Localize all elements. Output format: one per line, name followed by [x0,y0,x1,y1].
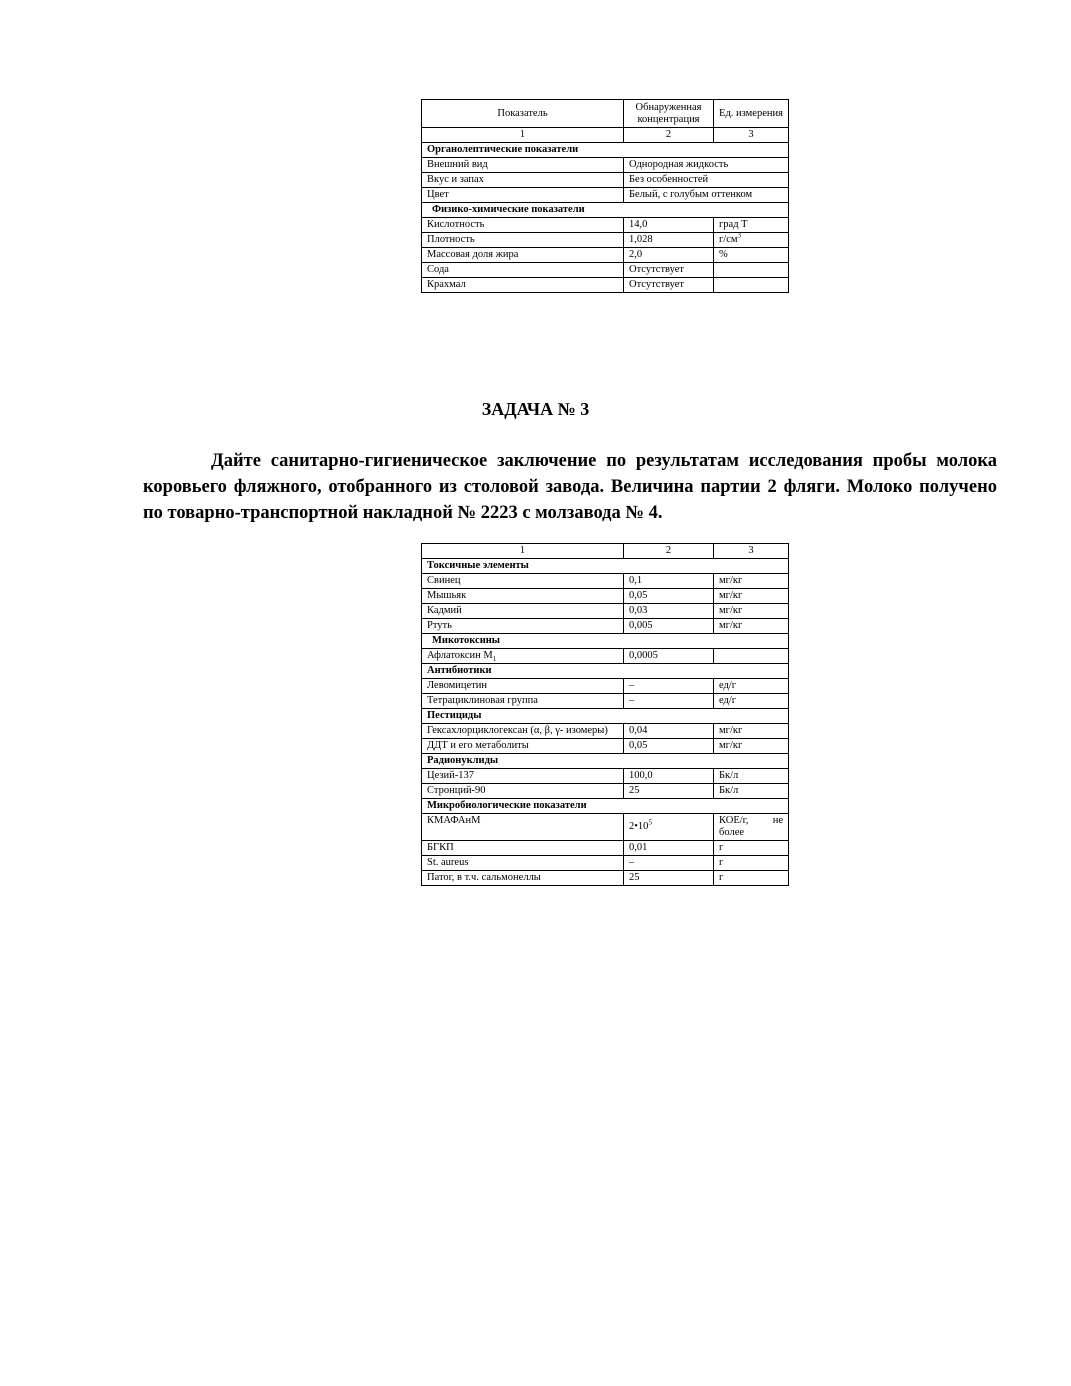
row-name: Массовая доля жира [422,248,624,263]
row-value: 100,0 [624,769,714,784]
row-value: 25 [624,784,714,799]
section-microbio: Микробиологические показатели [422,799,789,814]
col-number: 1 [422,128,624,143]
row-unit: мг/кг [714,739,789,754]
row-value: 0,1 [624,574,714,589]
value-superscript: 5 [648,818,652,827]
row-name: КМАФАнМ [422,814,624,841]
row-value: Отсутствует [624,263,714,278]
row-name: Цезий-137 [422,769,624,784]
header-indicator: Показатель [422,100,624,128]
table-row [422,218,789,233]
table-row [422,871,789,886]
row-unit [714,233,789,248]
section-pesticides: Пестициды [422,709,789,724]
row-name: Стронций-90 [422,784,624,799]
row-unit: мг/кг [714,604,789,619]
row-unit [714,263,789,278]
table-row [422,724,789,739]
row-name: Крахмал [422,278,624,293]
row-value: 0,04 [624,724,714,739]
row-name: БГКП [422,841,624,856]
row-unit: ед/г [714,694,789,709]
row-value: 0,05 [624,739,714,754]
table-row [422,649,789,664]
section-row [422,799,789,814]
name-subscript: 1 [492,655,497,664]
section-row [422,143,789,158]
row-unit: КОЕ/г, не более [714,814,789,841]
row-value: 25 [624,871,714,886]
row-unit: % [714,248,789,263]
col-number: 2 [624,544,714,559]
row-value: 0,05 [624,589,714,604]
row-unit: ед/г [714,679,789,694]
row-name: ДДТ и его метаболиты [422,739,624,754]
row-value: 0,03 [624,604,714,619]
section-row [422,709,789,724]
col-number: 3 [714,128,789,143]
table-row [422,694,789,709]
row-name: Мышьяк [422,589,624,604]
row-value: Белый, с голубым оттенком [624,188,789,203]
header-concentration: Обнаруженная концентрация [624,100,714,128]
row-name: Гексахлорциклогексан (α, β, γ- изомеры) [422,724,624,739]
table-row [422,604,789,619]
table-row [422,263,789,278]
row-unit: г [714,856,789,871]
row-name: Тетрациклиновая группа [422,694,624,709]
table-row [422,233,789,248]
table-row [422,739,789,754]
row-value: 0,0005 [624,649,714,664]
section-mycotoxins: Микотоксины [422,634,789,649]
table-row [422,679,789,694]
table-row [422,574,789,589]
task-text: Дайте санитарно-гигиеническое заключение по результатам исследования пробы молока коровьего фляжного, отобранного из столовой завода. Величина партии 2 фляги. Молоко получено по товарно-транспортной накладной № 2223 с молзавода № 4. [143,451,997,523]
table-row [422,173,789,188]
row-value: Однородная жидкость [624,158,789,173]
section-row [422,634,789,649]
section-row [422,203,789,218]
row-unit: град Т [714,218,789,233]
col-number: 3 [714,544,789,559]
row-name [422,649,624,664]
table-header-row [422,100,789,128]
section-organoleptic: Органолептические показатели [422,143,789,158]
table-organoleptic-physchem [421,99,789,293]
row-unit: Бк/л [714,784,789,799]
name-text: Афлатоксин М [427,650,493,661]
row-value [624,814,714,841]
row-name: Ртуть [422,619,624,634]
row-unit: мг/кг [714,619,789,634]
table-safety-indicators [421,543,789,886]
section-toxic: Токсичные элементы [422,559,789,574]
section-row [422,559,789,574]
row-value: 1,028 [624,233,714,248]
row-unit: мг/кг [714,724,789,739]
table-row [422,589,789,604]
table-row [422,248,789,263]
row-value: – [624,679,714,694]
row-unit [714,649,789,664]
row-value: – [624,856,714,871]
header-unit: Ед. измерения [714,100,789,128]
row-name: Левомицетин [422,679,624,694]
table-row [422,784,789,799]
section-physchem: Физико-химические показатели [422,203,789,218]
table-row [422,158,789,173]
table-row [422,856,789,871]
row-value: 0,01 [624,841,714,856]
row-unit: Бк/л [714,769,789,784]
section-row [422,754,789,769]
column-number-row [422,128,789,143]
unit-superscript: 3 [737,232,742,240]
row-value: – [624,694,714,709]
row-unit: г [714,871,789,886]
table-row [422,619,789,634]
section-radionuclides: Радионуклиды [422,754,789,769]
col-number: 2 [624,128,714,143]
table-row [422,769,789,784]
task-title: ЗАДАЧА № 3 [481,399,590,419]
section-antibiotics: Антибиотики [422,664,789,679]
row-value: 0,005 [624,619,714,634]
col-number: 1 [422,544,624,559]
table-row [422,188,789,203]
row-name: Плотность [422,233,624,248]
column-number-row [422,544,789,559]
row-unit: мг/кг [714,589,789,604]
row-value: Отсутствует [624,278,714,293]
section-row [422,664,789,679]
row-name: Кадмий [422,604,624,619]
row-name: Сода [422,263,624,278]
value-text: 2•10 [629,821,649,832]
table-row [422,841,789,856]
row-name: Кислотность [422,218,624,233]
row-name: St. aureus [422,856,624,871]
row-unit: г [714,841,789,856]
row-name: Свинец [422,574,624,589]
unit-text: г/см [719,234,738,245]
row-name: Цвет [422,188,624,203]
row-value: Без особенностей [624,173,789,188]
row-value: 2,0 [624,248,714,263]
row-unit: мг/кг [714,574,789,589]
row-value: 14,0 [624,218,714,233]
row-name: Вкус и запах [422,173,624,188]
table-row [422,814,789,841]
table-row [422,278,789,293]
row-unit [714,278,789,293]
row-name: Внешний вид [422,158,624,173]
row-name: Патог, в т.ч. сальмонеллы [422,871,624,886]
